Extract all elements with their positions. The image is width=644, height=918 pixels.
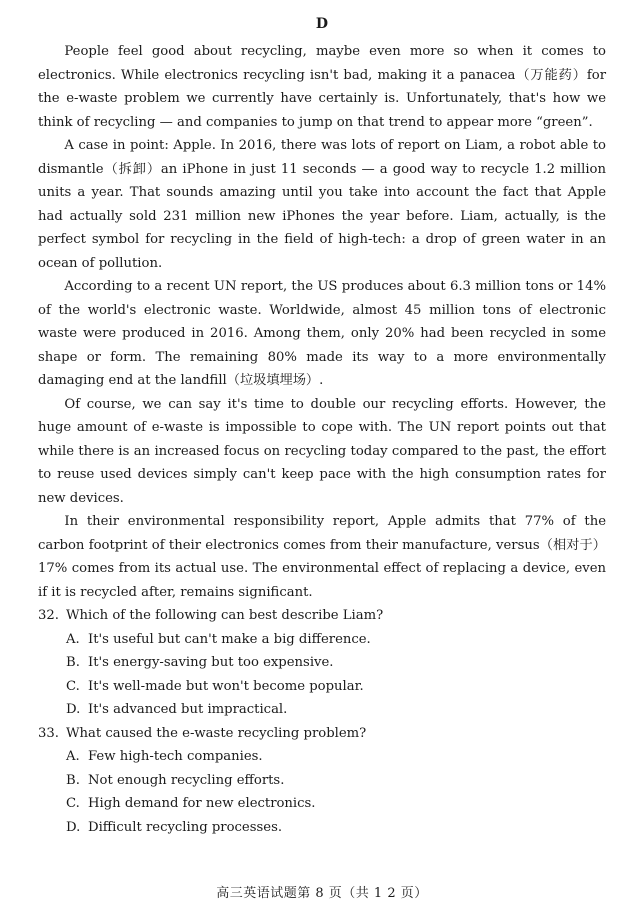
passage-paragraph-4: Of course, we can say it's time to double our recycling efforts. However, the huge amount of e-waste is impossible to cope with. The UN report points out that while there is an increased focus on recycling today compared to the past, the effort to reuse used devices simply can't keep pace with the high consumption rates for new devices. (38, 396, 606, 506)
option-a: A. It's useful but can't make a big difference. (66, 631, 371, 647)
option-c: C. High demand for new electronics. (66, 796, 316, 811)
question-33 (38, 722, 606, 840)
question-32 (38, 604, 606, 722)
passage-paragraph-2: A case in point: Apple. In 2016, there was lots of report on Liam, a robot able to dismantle（拆卸）an iPhone in just 11 seconds — a good way to recycle 1.2 million units a year. That sounds amazing until you take into account the fact that Apple had actually sold 231 million new iPhones the year before. Liam, actually, is the perfect symbol for recycling in the field of high-tech: a drop of green water in an ocean of pollution. (38, 138, 606, 271)
section-letter: D (315, 16, 329, 32)
question-text: What caused the e-waste recycling problem? (66, 725, 367, 741)
passage-paragraph-5: In their environmental responsibility report, Apple admits that 77% of the carbon footprint of their electronics comes from their manufacture, versus（相对于）17% comes from its actual use. The environmental effect of replacing a device, even if it is recycled after, remains significant. (38, 514, 606, 600)
question-stem (38, 722, 606, 746)
option-a: A. Few high-tech companies. (66, 749, 263, 764)
option-d: D. Difficult recycling processes. (66, 819, 283, 835)
passage-paragraph-3: According to a recent UN report, the US produces about 6.3 million tons or 14% of the world's electronic waste. Worldwide, almost 45 million tons of electronic waste were produced in 2016. Among them, only 20% had been recycled in some shape or form. The remaining 80% made its way to a more environmentally damaging end at the landfill（垃圾填埋场）. (38, 279, 606, 388)
question-text: Which of the following can best describe Liam? (66, 608, 384, 623)
passage (38, 40, 606, 604)
page-footer: 高三英语试题第 8 页（共 1 2 页） (216, 886, 428, 901)
passage-paragraph-1: People feel good about recycling, maybe even more so when it comes to electronics. While electronics recycling isn't bad, making it a panacea（万能药）for the e-waste problem we currently have certainly is. Unfortunately, that's how we think of recycling — and companies to jump on that trend to appear more “green”. (38, 44, 606, 130)
option-list (38, 745, 606, 839)
option-b: B. It's energy-saving but too expensive. (66, 655, 334, 670)
option-list (38, 628, 606, 722)
option-b: B. Not enough recycling efforts. (66, 772, 285, 788)
question-number: 32. (38, 608, 59, 623)
question-number: 33. (38, 725, 59, 741)
question-stem (38, 604, 606, 628)
option-d: D. It's advanced but impractical. (66, 702, 288, 717)
option-c: C. It's well-made but won't become popular. (66, 678, 364, 694)
